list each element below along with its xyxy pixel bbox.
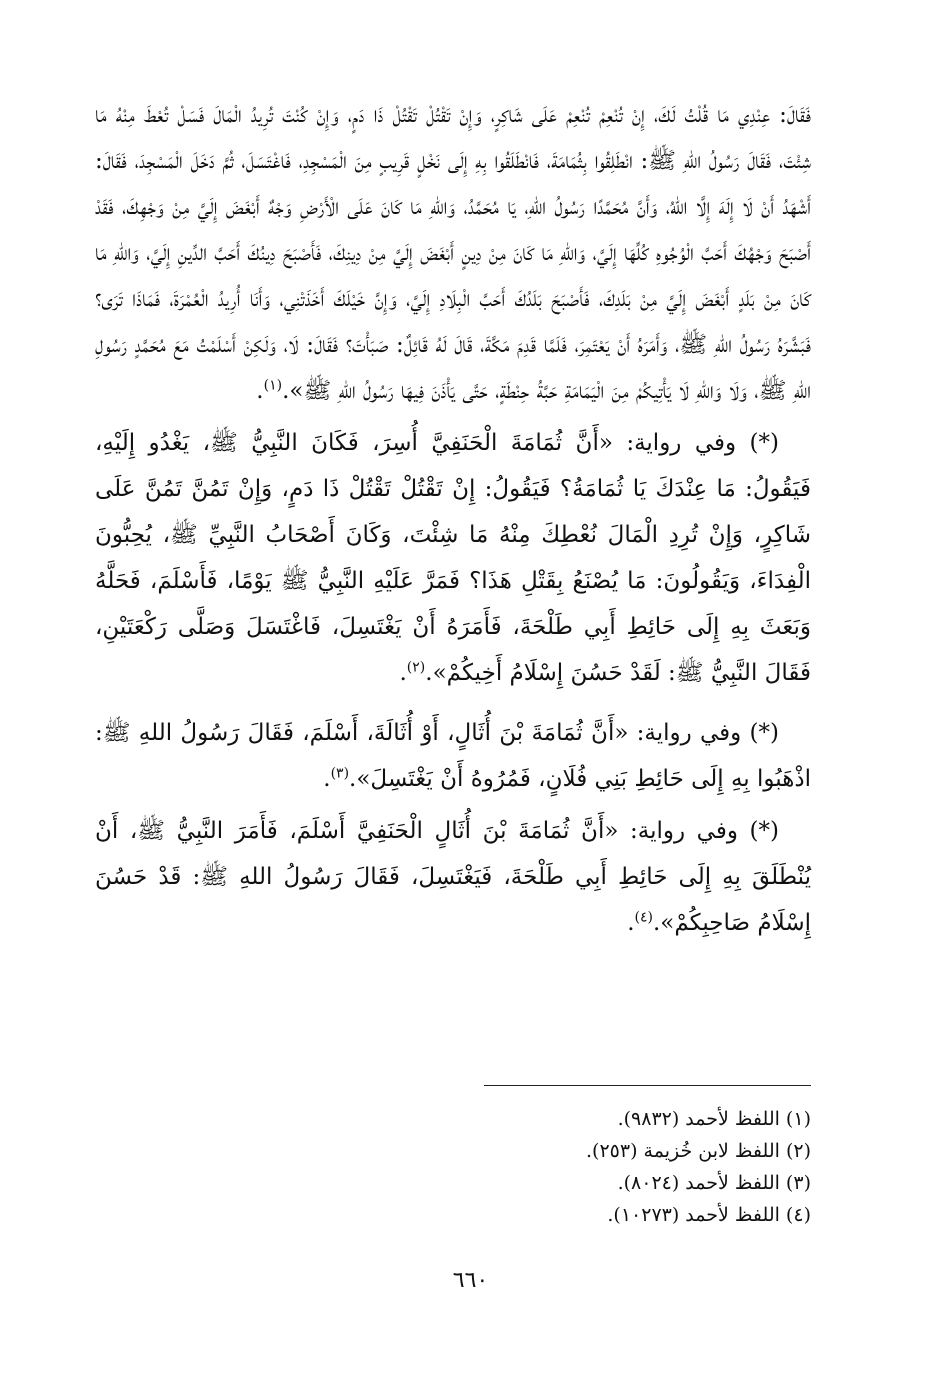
footnote-ref-1: (١) — [263, 377, 283, 394]
footnote-divider — [484, 1085, 811, 1086]
paragraph-4 — [95, 808, 811, 946]
paragraph-4-text: (*) وفي رواية: «أَنَّ ثُمَامَةَ بْنَ أُثَالٍ الْحَنَفِيَّ أَسْلَمَ، فَأَمَرَ النَّبِيُّ ﷺ، أَنْ يُنْطَلَقَ بِهِ إِلَى حَائِطِ أَبِي طَلْحَةَ، فَيَغْتَسِلَ، فَقَالَ رَسُولُ اللهِ ﷺ: قَدْ حَسُنَ إِسْلَامُ صَاحِبِكُمْ». — [95, 818, 811, 936]
paragraph-2 — [95, 420, 811, 696]
page-number: ٦٦٠ — [452, 1268, 489, 1293]
footnote-ref-4: (٤) — [634, 909, 653, 926]
footnotes — [95, 1103, 811, 1231]
paragraph-4-period: . — [627, 910, 635, 936]
paragraph-1 — [95, 92, 811, 414]
footnote-ref-3: (٣) — [330, 765, 350, 782]
footnote-4: (٤) اللفظ لأحمد (١٠٢٧٣). — [607, 1204, 811, 1226]
footnote-2: (٢) اللفظ لابن خُزيمة (٢٥٣). — [586, 1140, 811, 1162]
paragraph-1-text: فَقَالَ: عِنْدِي مَا قُلْتُ لَكَ، إِنْ تُنْعِمْ تُنْعِمْ عَلَى شَاكِرٍ، وَإِنْ تَقْتُلْ تَقْتُلْ ذَا دَمٍ، وَإِنْ كُنْتَ تُرِيدُ الْمَالَ فَسَلْ تُعْطَ مِنْهُ مَا شِئْتَ، فَقَالَ رَسُولُ اللهِ ﷺ: انْطَلِقُوا بِثُمَامَةَ، فَانْطَلَقُوا بِهِ إِلَى نَخْلٍ قَرِيبٍ مِنَ الْمَسْجِدِ، فَاغْتَسَلَ، ثُمَّ دَخَلَ الْمَسْجِدَ، فَقَالَ: أَشْهَدُ أَنْ لَا إِلَهَ إِلَّا اللهُ، وَأَنَّ مُحَمَّدًا رَسُولُ اللهِ، يَا مُحَمَّدُ، وَاللهِ مَا كَانَ عَلَى الْأَرْضِ وَجْهٌ أَبْغَضَ إِلَيَّ مِنْ وَجْهِكَ، فَقَدْ أَصْبَحَ وَجْهُكَ أَحَبَّ الْوُجُوهِ كُلِّهَا إِلَيَّ، وَاللهِ مَا كَانَ مِنْ دِينٍ أَبْغَضَ إِلَيَّ مِنْ دِينِكَ، فَأَصْبَحَ دِينُكَ أَحَبَّ الدِّينِ إِلَيَّ، وَاللهِ مَا كَانَ مِنْ بَلَدٍ أَبْغَضَ إِلَيَّ مِنْ بَلَدِكَ، فَأَصْبَحَ بَلَدُكَ أَحَبَّ الْبِلَادِ إِلَيَّ، وَإِنَّ خَيْلَكَ أَخَذَتْنِي، وَأَنَا أُرِيدُ الْعُمْرَةَ، فَمَاذَا تَرَى؟ فَبَشَّرَهُ رَسُولُ اللهِ ﷺ، وَأَمَرَهُ أَنْ يَعْتَمِرَ، فَلَمَّا قَدِمَ مَكَّةَ، قَالَ لَهُ قَائِلٌ: صَبَأْتَ؟ فَقَالَ: لَا، وَلَكِنْ أَسْلَمْتُ مَعَ مُحَمَّدٍ رَسُولِ اللهِ ﷺ، وَلَا وَاللهِ لَا يَأْتِيكُمْ مِنَ الْيَمَامَةِ حَبَّةُ حِنْطَةٍ، حَتَّى يَأْذَنَ فِيهَا رَسُولُ اللهِ ﷺ». — [95, 102, 811, 404]
paragraph-2-text: (*) وفي رواية: «أَنَّ ثُمَامَةَ الْحَنَفِيَّ أُسِرَ، فَكَانَ النَّبِيُّ ﷺ، يَغْدُو إِلَيْهِ، فَيَقُولُ: مَا عِنْدَكَ يَا ثُمَامَةُ؟ فَيَقُولُ: إِنْ تَقْتُلْ تَقْتُلْ ذَا دَمٍ، وَإِنْ تَمُنَّ تَمُنَّ عَلَى شَاكِرٍ، وَإِنْ تُرِدِ الْمَالَ نُعْطِكَ مِنْهُ مَا شِئْتَ، وَكَانَ أَصْحَابُ النَّبِيِّ ﷺ، يُحِبُّونَ الْفِدَاءَ، وَيَقُولُونَ: مَا يُصْنَعُ بِقَتْلِ هَذَا؟ فَمَرَّ عَلَيْهِ النَّبِيُّ ﷺ يَوْمًا، فَأَسْلَمَ، فَحَلَّهُ وَبَعَثَ بِهِ إِلَى حَائِطِ أَبِي طَلْحَةَ، فَأَمَرَهُ أَنْ يَغْتَسِلَ، فَاغْتَسَلَ وَصَلَّى رَكْعَتَيْنِ، فَقَالَ النَّبِيُّ ﷺ: لَقَدْ حَسُنَ إِسْلَامُ أَخِيكُمْ». — [95, 430, 811, 686]
paragraph-3-text: (*) وفي رواية: «أَنَّ ثُمَامَةَ بْنَ أُثَالٍ، أَوْ أُثَالَةَ، أَسْلَمَ، فَقَالَ رَسُولُ اللهِ ﷺ: اذْهَبُوا بِهِ إِلَى حَائِطِ بَنِي فُلَانٍ، فَمُرُوهُ أَنْ يَغْتَسِلَ». — [95, 720, 811, 792]
main-text — [95, 92, 811, 946]
paragraph-3 — [95, 710, 811, 802]
footnote-ref-2: (٢) — [406, 659, 426, 676]
paragraph-1-period: . — [256, 378, 264, 404]
paragraph-3-period: . — [323, 766, 331, 792]
paragraph-2-period: . — [399, 660, 407, 686]
footnote-1: (١) اللفظ لأحمد (٩٨٣٢). — [617, 1108, 811, 1130]
footnote-3: (٣) اللفظ لأحمد (٨٠٢٤). — [617, 1172, 811, 1194]
page-body — [95, 92, 811, 946]
